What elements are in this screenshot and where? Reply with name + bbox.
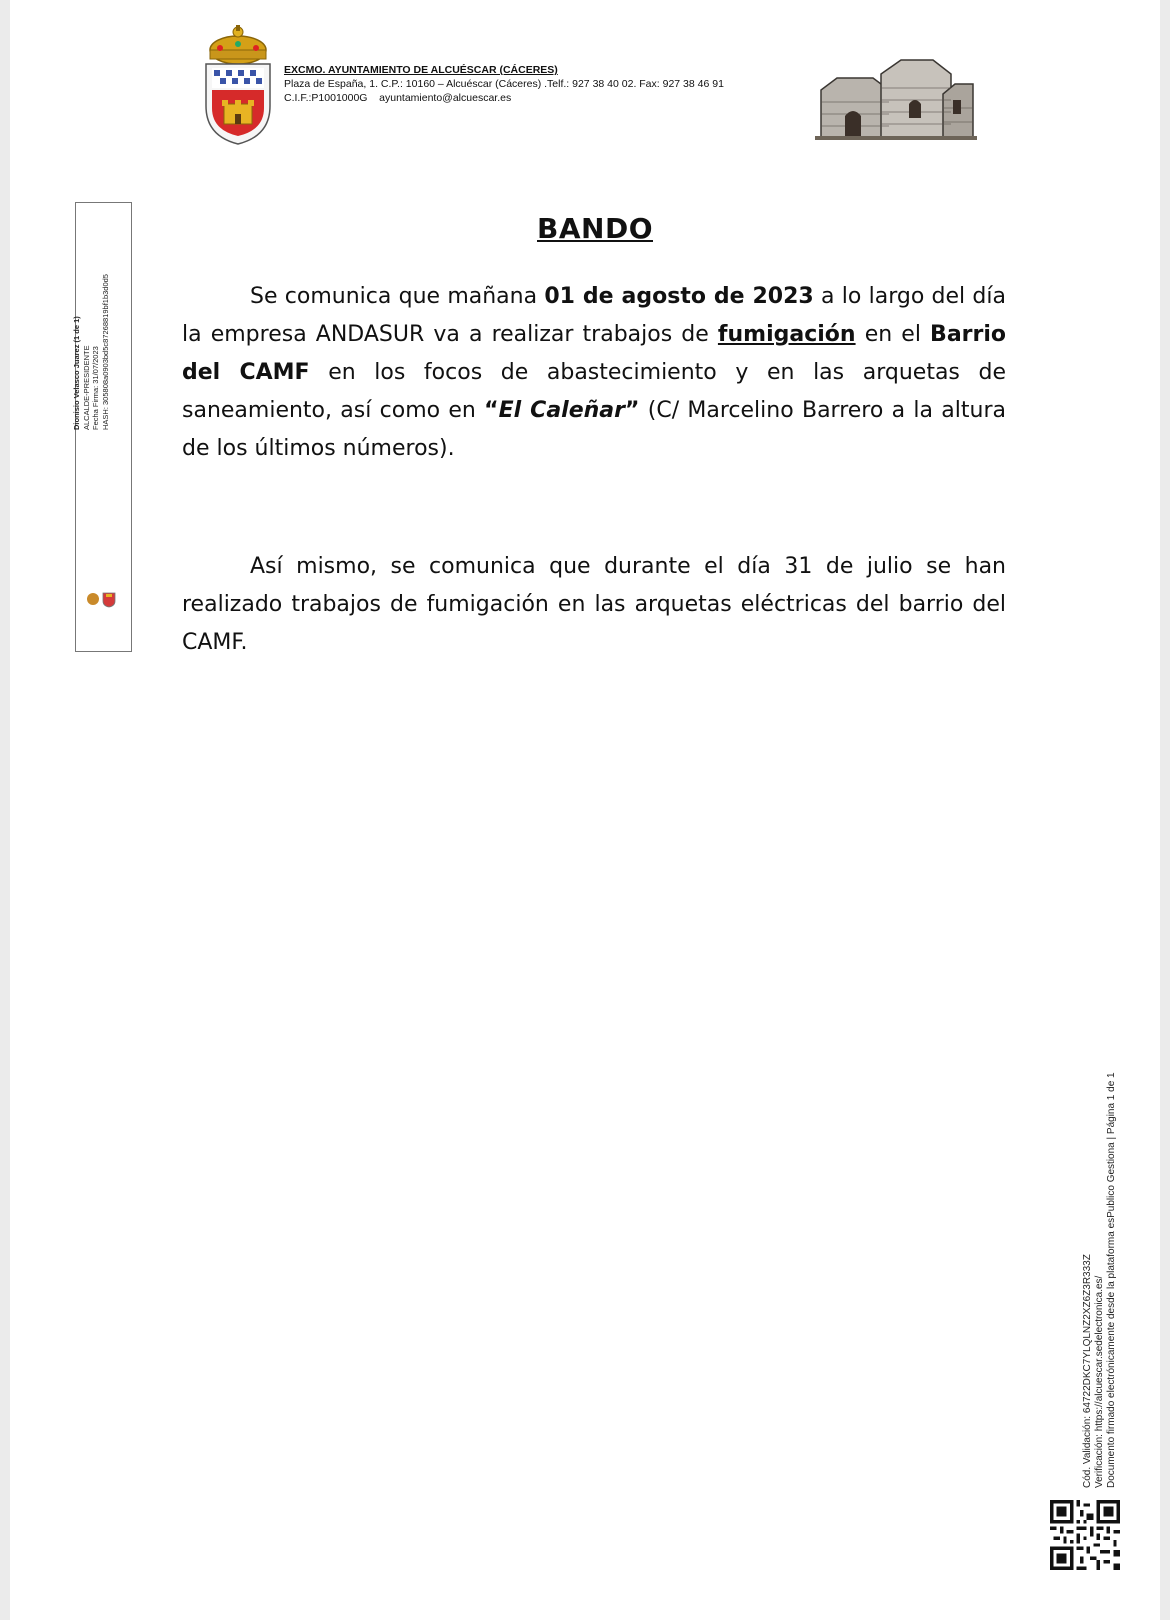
signer-role: ALCALDE-PRESIDENTE [81,345,91,430]
org-cif: C.I.F.:P1001000G [284,92,368,104]
paragraph-1 [182,278,1006,468]
p1-quote-close: ” [624,398,640,423]
p1-quote-open: “ [484,398,499,423]
paragraph-2 [182,548,1006,662]
p1-text-2: a lo largo del día la empresa ANDASUR va a realizar trabajos de [182,284,1006,347]
p1-text-3: en el [855,322,931,347]
validation-code: Cód. Validación: 64722DKC7YLQLNZ2XZ6Z3R333Z [1082,1254,1093,1488]
org-email: ayuntamiento@alcuescar.es [379,92,512,104]
p1-text-1: Se comunica que mañana [250,284,545,309]
p1-date: 01 de agosto de 2023 [544,284,814,309]
p1-text-5: (C/ Marcelino Barrero a la altura de los últimos números). [182,398,1006,461]
org-name: EXCMO. AYUNTAMIENTO DE ALCUÉSCAR (CÁCERES) [284,64,558,76]
p1-calenar: El Caleñar [498,398,625,423]
signature-logo-icon [85,590,119,608]
signature-hash: HASH: 305808a0903bd5c87268819bf1b3d0d5 [100,274,110,430]
p1-fumigacion: fumigación [717,322,856,347]
document-page [10,0,1160,1620]
org-cif-email [284,91,724,105]
platform-note: Documento firmado electrónicamente desde la plataforma esPublico Gestiona | Página 1 de 1 [1106,1072,1117,1488]
document-title: BANDO [537,212,653,245]
org-address: Plaza de España, 1. C.P.: 10160 – Alcuéscar (Cáceres) .Telf.: 927 38 40 02. Fax: 927 38 46 91 [284,78,724,90]
p2-text: Así mismo, se comunica que durante el día 31 de julio se han realizado trabajos de fumigación en las arquetas eléctricas del barrio del CAMF. [182,554,1006,655]
verification-url: Verificación: https://alcuescar.sedelectronica.es/ [1094,1275,1105,1488]
p1-text-4: en los focos de abastecimiento y en las arquetas de saneamiento, así como en [182,360,1006,423]
coat-of-arms-logo [196,24,280,146]
signature-date: Fecha Firma: 31/07/2023 [91,346,100,430]
p1-barrio: Barrio del CAMF [182,322,1007,385]
qr-code-icon [1050,1500,1120,1570]
church-illustration [815,52,977,140]
verification-info [1082,968,1118,1488]
letterhead [284,64,724,105]
signer-name: Dionisio Velasco Juarez (1 de 1) [72,316,81,430]
